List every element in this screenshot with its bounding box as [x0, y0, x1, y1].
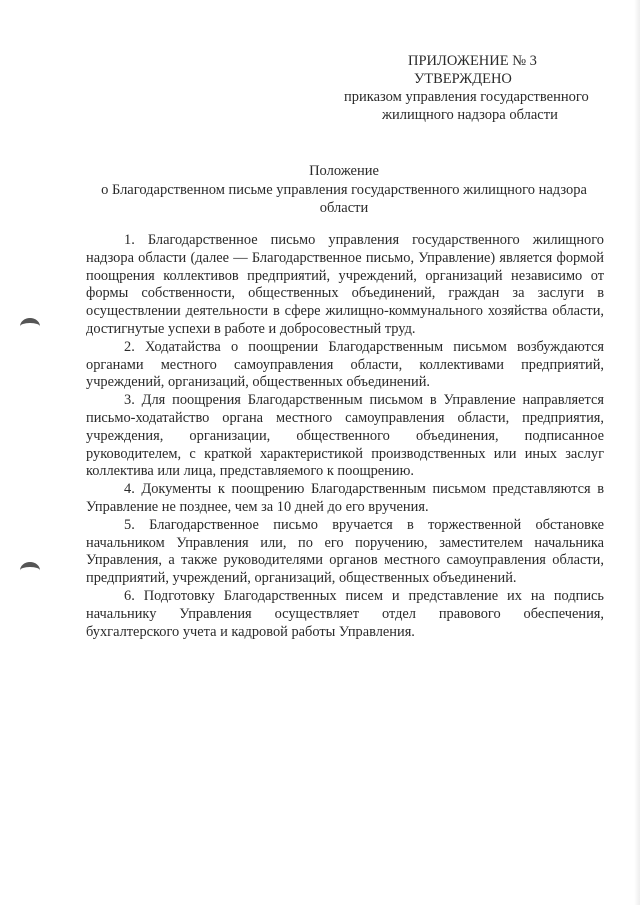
- scan-edge-shadow: [634, 0, 640, 905]
- order-reference-line: приказом управления государственного: [344, 89, 589, 105]
- approval-block: [320, 52, 620, 124]
- paragraph-3: 3. Для поощрения Благодарственным письмом в Управление направляется письмо-ходатайство органа местного самоуправления области, предприятия, учреждения, организации, общественного объединения, подписанное руководителем, с краткой характеристикой производственных или иных заслуг коллектива или лица, представляемого к поощрению.: [86, 392, 604, 480]
- punch-hole-mark: [20, 318, 40, 335]
- appendix-label: ПРИЛОЖЕНИЕ № 3: [408, 53, 537, 69]
- paragraph-1: 1. Благодарственное письмо управления государственного жилищного надзора области (далее — Благодарственное письмо, Управление) является формой поощрения коллективов предприятий, учреждений, организаций независимо от формы собственности, общественных объединений, граждан за заслуги в осуществлении деятельности в сфере жилищно-коммунального хозяйства области, достигнутые успехи в работе и добросовестный труд.: [86, 232, 604, 337]
- title-line: Положение: [309, 163, 379, 179]
- order-reference-line: жилищного надзора области: [382, 107, 558, 123]
- title-line: области: [319, 200, 369, 216]
- title-line: о Благодарственном письме управления государственного жилищного надзора: [101, 181, 587, 198]
- paragraph-6: 6. Подготовку Благодарственных писем и представление их на подпись начальнику Управления осуществляет отдел правового обеспечения, бухгалтерского учета и кадровой работы Управления.: [86, 587, 604, 640]
- paragraph-2: 2. Ходатайства о поощрении Благодарственным письмом возбуждаются органами местного самоуправления области, коллективами предприятий, учреждений, организаций, общественных объединений.: [86, 338, 604, 391]
- approved-label: УТВЕРЖДЕНО: [414, 71, 512, 87]
- paragraph-5: 5. Благодарственное письмо вручается в торжественной обстановке начальником Управления или, по его поручению, заместителем начальника Управления, а также руководителями органов местного самоуправления области, предприятий, учреждений, организаций, общественных объединений.: [86, 516, 604, 587]
- punch-hole-mark: [20, 562, 40, 579]
- paragraph-4: 4. Документы к поощрению Благодарственным письмом представляются в Управление не позднее, чем за 10 дней до его вручения.: [86, 481, 604, 515]
- document-body: [86, 232, 604, 641]
- document-title: [80, 162, 608, 218]
